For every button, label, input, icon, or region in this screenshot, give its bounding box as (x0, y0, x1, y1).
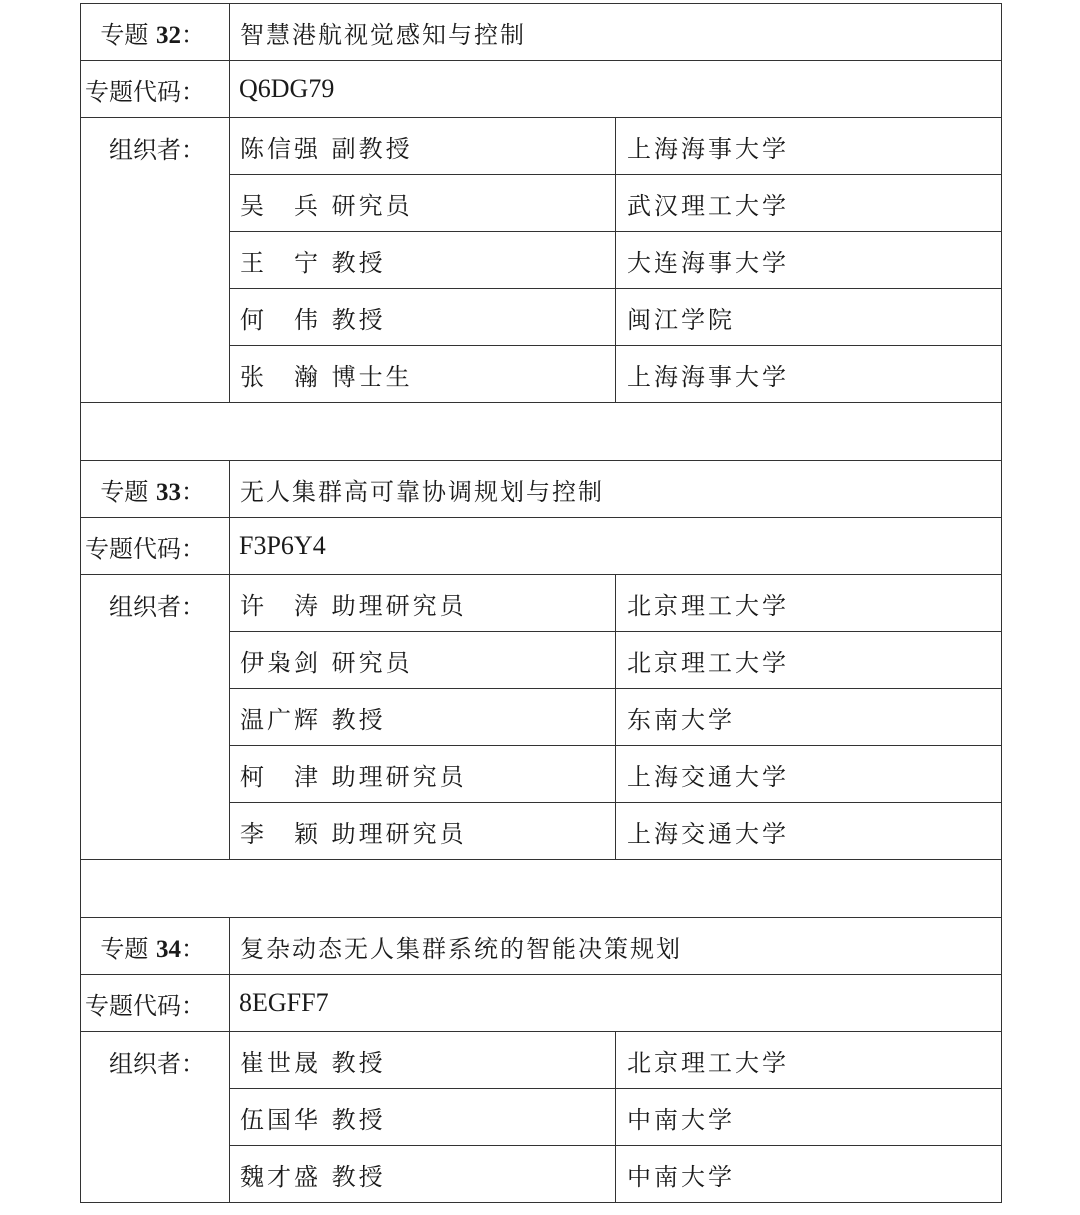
organizer-row (81, 1089, 1002, 1146)
topic-code: F3P6Y4 (230, 518, 1002, 575)
organizer-name: 柯 津 助理研究员 (230, 746, 616, 803)
organizer-row (81, 746, 1002, 803)
organizer-institution: 北京理工大学 (616, 575, 1002, 632)
organizer-name: 何 伟 教授 (230, 289, 616, 346)
organizer-row (81, 118, 1002, 175)
organizer-name: 伍国华 教授 (230, 1089, 616, 1146)
organizer-name: 陈信强 副教授 (230, 118, 616, 175)
topic-code-row (81, 61, 1002, 118)
topic-title-row (81, 461, 1002, 518)
organizer-name: 温广辉 教授 (230, 689, 616, 746)
topic-title-row (81, 4, 1002, 61)
separator-row (81, 403, 1002, 461)
organizer-row (81, 346, 1002, 403)
organizer-row (81, 232, 1002, 289)
topic-title: 无人集群高可靠协调规划与控制 (230, 461, 1002, 518)
organizer-name: 伊枭剑 研究员 (230, 632, 616, 689)
organizer-institution: 大连海事大学 (616, 232, 1002, 289)
topic-code-row (81, 975, 1002, 1032)
organizer-row (81, 1146, 1002, 1203)
organizer-row (81, 632, 1002, 689)
organizer-institution: 上海海事大学 (616, 346, 1002, 403)
organizer-name: 张 瀚 博士生 (230, 346, 616, 403)
organizer-institution: 中南大学 (616, 1146, 1002, 1203)
organizer-institution: 上海海事大学 (616, 118, 1002, 175)
topic-code: 8EGFF7 (230, 975, 1002, 1032)
organizer-name: 李 颖 助理研究员 (230, 803, 616, 860)
topic-title: 智慧港航视觉感知与控制 (230, 4, 1002, 61)
topic-title: 复杂动态无人集群系统的智能决策规划 (230, 918, 1002, 975)
organizer-institution: 武汉理工大学 (616, 175, 1002, 232)
organizer-row (81, 803, 1002, 860)
code-label: 专题代码： (81, 518, 230, 575)
organizer-institution: 北京理工大学 (616, 1032, 1002, 1089)
organizer-institution: 中南大学 (616, 1089, 1002, 1146)
organizer-row (81, 689, 1002, 746)
organizer-label: 组织者： (81, 575, 230, 632)
organizer-name: 魏才盛 教授 (230, 1146, 616, 1203)
topic-code-row (81, 518, 1002, 575)
organizer-row (81, 1032, 1002, 1089)
organizer-institution: 上海交通大学 (616, 803, 1002, 860)
topic-label: 专题 34： (81, 918, 230, 975)
topic-label: 专题 33： (81, 461, 230, 518)
code-label: 专题代码： (81, 61, 230, 118)
topic-label: 专题 32： (81, 4, 230, 61)
separator-row (81, 860, 1002, 918)
topic-code: Q6DG79 (230, 61, 1002, 118)
organizer-institution: 闽江学院 (616, 289, 1002, 346)
organizer-row (81, 575, 1002, 632)
organizer-institution: 上海交通大学 (616, 746, 1002, 803)
organizer-institution: 北京理工大学 (616, 632, 1002, 689)
organizer-name: 许 涛 助理研究员 (230, 575, 616, 632)
organizer-label: 组织者： (81, 1032, 230, 1089)
organizer-name: 崔世晟 教授 (230, 1032, 616, 1089)
organizer-row (81, 175, 1002, 232)
topic-title-row (81, 918, 1002, 975)
organizer-row (81, 289, 1002, 346)
organizer-label: 组织者： (81, 118, 230, 175)
organizer-name: 吴 兵 研究员 (230, 175, 616, 232)
code-label: 专题代码： (81, 975, 230, 1032)
organizer-institution: 东南大学 (616, 689, 1002, 746)
topics-table (80, 3, 1002, 1203)
organizer-name: 王 宁 教授 (230, 232, 616, 289)
